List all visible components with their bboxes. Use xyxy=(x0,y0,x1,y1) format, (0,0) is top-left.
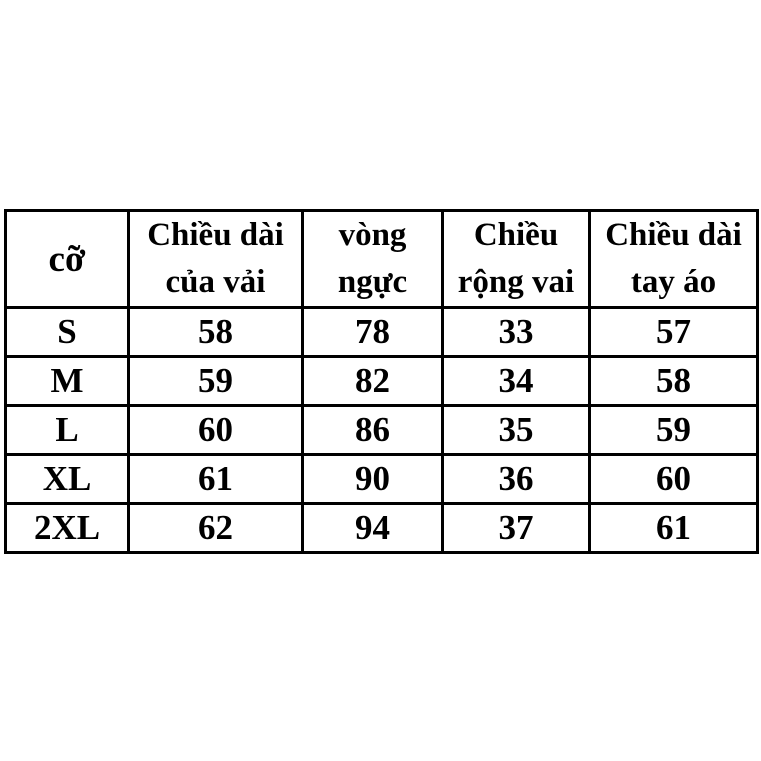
size-chart-table xyxy=(4,209,759,554)
chest-cell: 94 xyxy=(303,504,443,553)
table-row xyxy=(6,308,758,357)
table-row xyxy=(6,406,758,455)
header-shoulder-line-1: Chiều xyxy=(473,217,559,253)
shoulder-cell: 36 xyxy=(443,455,590,504)
header-shoulder xyxy=(443,211,590,308)
sleeve-cell: 57 xyxy=(590,308,758,357)
length-cell: 60 xyxy=(129,406,303,455)
header-chest-line-1: vòng xyxy=(338,217,407,253)
shoulder-cell: 37 xyxy=(443,504,590,553)
header-sleeve-line-2: tay áo xyxy=(630,264,717,300)
sleeve-cell: 61 xyxy=(590,504,758,553)
length-cell: 62 xyxy=(129,504,303,553)
shoulder-cell: 34 xyxy=(443,357,590,406)
size-cell: L xyxy=(6,406,129,455)
size-cell: S xyxy=(6,308,129,357)
header-shoulder-line-2: rộng vai xyxy=(457,264,575,300)
size-cell: M xyxy=(6,357,129,406)
chest-cell: 82 xyxy=(303,357,443,406)
shoulder-cell: 33 xyxy=(443,308,590,357)
table-row xyxy=(6,455,758,504)
table-row xyxy=(6,504,758,553)
header-chest-line-2: ngực xyxy=(337,264,408,300)
length-cell: 59 xyxy=(129,357,303,406)
header-sleeve xyxy=(590,211,758,308)
sleeve-cell: 58 xyxy=(590,357,758,406)
chest-cell: 90 xyxy=(303,455,443,504)
table-row xyxy=(6,357,758,406)
length-cell: 61 xyxy=(129,455,303,504)
shoulder-cell: 35 xyxy=(443,406,590,455)
header-length xyxy=(129,211,303,308)
length-cell: 58 xyxy=(129,308,303,357)
header-size-line-1: cỡ xyxy=(48,238,86,280)
header-length-line-2: của vải xyxy=(165,264,266,300)
chest-cell: 86 xyxy=(303,406,443,455)
header-size xyxy=(6,211,129,308)
chest-cell: 78 xyxy=(303,308,443,357)
sleeve-cell: 59 xyxy=(590,406,758,455)
size-cell: 2XL xyxy=(6,504,129,553)
size-cell: XL xyxy=(6,455,129,504)
sleeve-cell: 60 xyxy=(590,455,758,504)
header-chest xyxy=(303,211,443,308)
header-row xyxy=(6,211,758,308)
header-sleeve-line-1: Chiều dài xyxy=(605,217,742,253)
header-length-line-1: Chiều dài xyxy=(147,217,284,253)
